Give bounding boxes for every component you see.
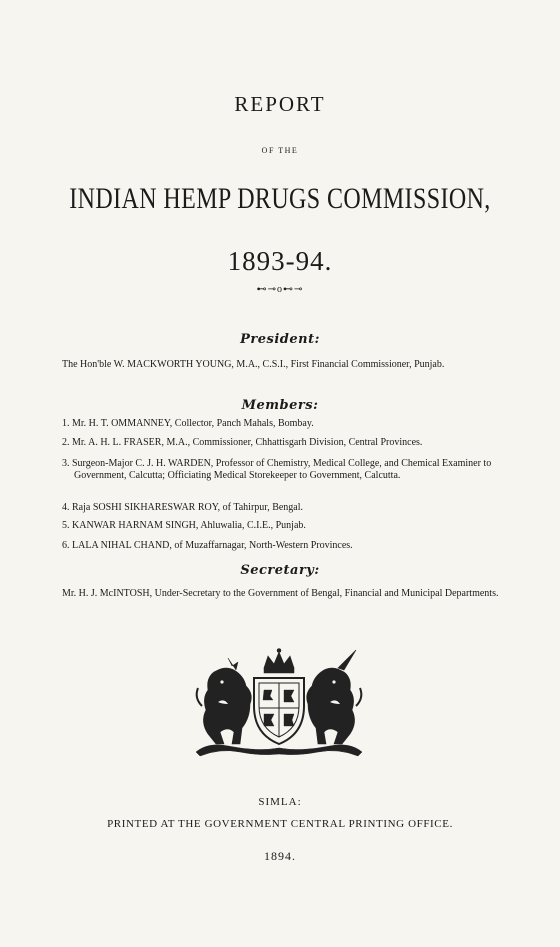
president-heading: President:: [240, 332, 320, 347]
member-entry: [62, 418, 502, 430]
members-heading: Members:: [241, 398, 319, 413]
secretary-heading: Secretary:: [240, 563, 320, 578]
member-entry: [62, 540, 502, 552]
member-number: 4.: [62, 502, 70, 513]
member-entry: [62, 437, 502, 449]
member-entry: [62, 520, 502, 532]
member-text: Mr. A. H. L. FRASER, M.A., Commissioner, Chhattisgarh Division, Central Provinces.: [72, 437, 423, 448]
of-the-label: OF THE: [261, 146, 299, 155]
president-entry: The Hon'ble W. MACKWORTH YOUNG, M.A., C.S.I., First Financial Commissioner, Punjab.: [62, 359, 445, 370]
member-entry: [62, 502, 502, 514]
member-number: 1.: [62, 418, 70, 429]
secretary-entry: Mr. H. J. McINTOSH, Under-Secretary to the Government of Bengal, Financial and Municipal Departments.: [62, 588, 499, 599]
member-text: Raja SOSHI SIKHARESWAR ROY, of Tahirpur, Bengal.: [72, 502, 304, 513]
member-number: 3.: [62, 458, 70, 469]
member-number: 6.: [62, 540, 70, 551]
imprint-year: 1894.: [264, 849, 296, 863]
imprint-printer: PRINTED AT THE GOVERNMENT CENTRAL PRINTING OFFICE.: [107, 818, 453, 830]
royal-coat-of-arms-icon: [188, 648, 370, 760]
member-text: LALA NIHAL CHAND, of Muzaffarnagar, North-Western Provinces.: [72, 540, 353, 551]
member-text: KANWAR HARNAM SINGH, Ahluwalia, C.I.E., Punjab.: [72, 520, 306, 531]
member-text: Surgeon-Major C. J. H. WARDEN, Professor of Chemistry, Medical College, and Chemical Examiner to Government, Calcutta; Officiating Medical Storekeeper to Government, Calcutta.: [72, 458, 492, 481]
member-entry: [62, 458, 502, 482]
ornament-divider: ⊷⊸o⊷⊸: [256, 284, 304, 295]
report-years: 1893-94.: [227, 246, 333, 276]
member-text: Mr. H. T. OMMANNEY, Collector, Panch Mahals, Bombay.: [72, 418, 314, 429]
member-number: 5.: [62, 520, 70, 531]
report-title: REPORT: [234, 92, 326, 116]
imprint-place: SIMLA:: [258, 796, 302, 808]
member-number: 2.: [62, 437, 70, 448]
commission-name: INDIAN HEMP DRUGS COMMISSION,: [69, 182, 491, 215]
